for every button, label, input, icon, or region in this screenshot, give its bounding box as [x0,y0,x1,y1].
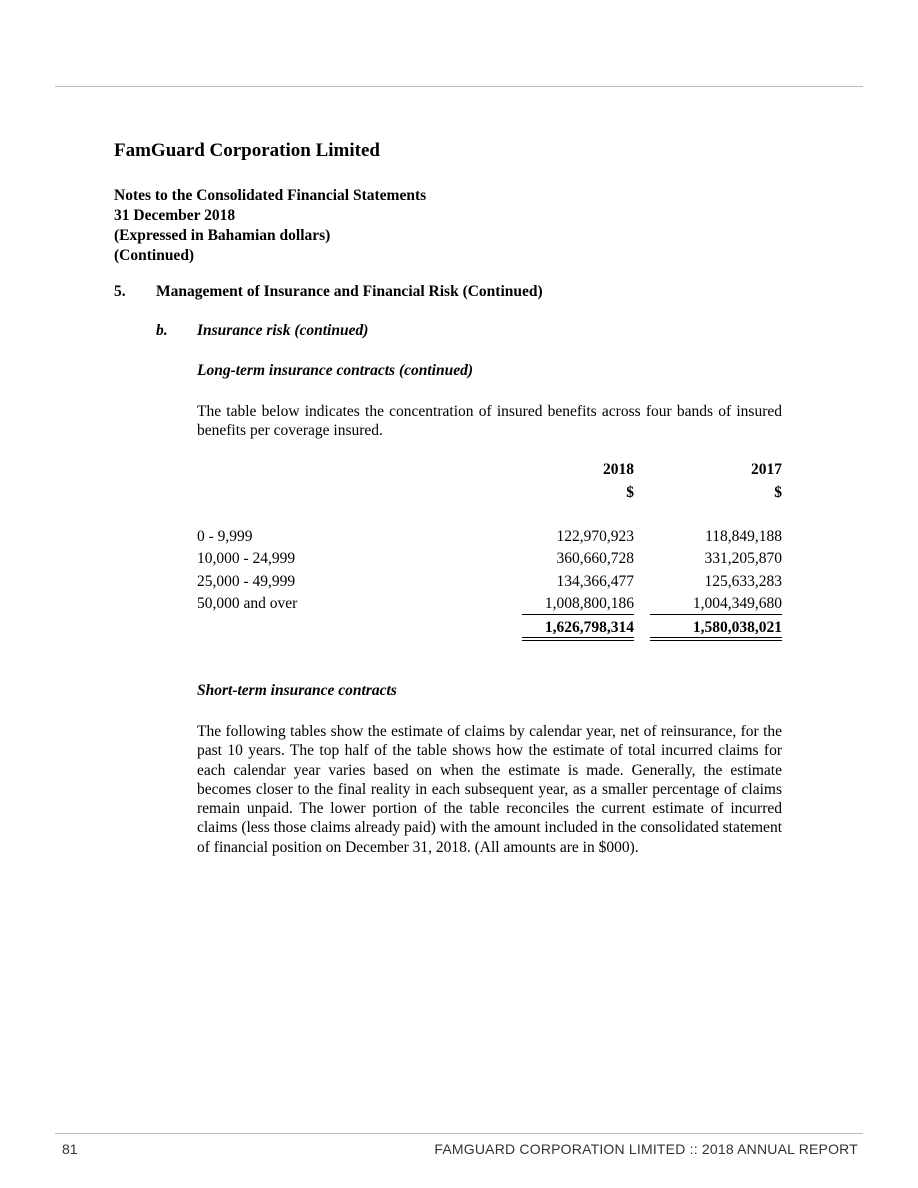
total-double-underline-2018 [522,640,634,641]
subsection-letter: b. [156,322,168,339]
total-double-underline-2017 [650,637,782,638]
short-term-paragraph: The following tables show the estimate of claims by calendar year, net of reinsurance, for the past 10 years. The top half of the table shows how the estimate of total incurred claims for each calendar year varies based on when the estimate is made. Generally, the estimate becomes closer to the final reality in each subsequent year, as a smaller percentage of claims remain unpaid. The lower portion of the table reconciles the current estimate of incurred claims (less those claims already paid) with the amount included in the consolidated statement of financial position on December 31, 2018. (All amounts are in $000). [197,723,782,856]
table-cell-2017: 331,205,870 [704,550,782,567]
table-row-band: 25,000 - 49,999 [197,573,296,590]
report-date: 31 December 2018 [114,207,236,224]
subtotal-underline-2017 [650,614,782,615]
column-unit-2017: $ [774,484,782,501]
table-row-band: 10,000 - 24,999 [197,550,296,567]
section-number: 5. [114,283,126,300]
table-cell-2018: 360,660,728 [556,550,634,567]
table-cell-2017: 118,849,188 [705,528,782,545]
long-term-title: Long-term insurance contracts (continued) [197,362,474,379]
table-cell-2018: 134,366,477 [556,573,634,590]
table-total-2018: 1,626,798,314 [544,619,634,636]
column-year-2017: 2017 [751,461,782,478]
total-double-underline-2018 [522,637,634,638]
table-row-band: 50,000 and over [197,595,298,612]
table-cell-2017: 1,004,349,680 [692,595,782,612]
short-term-title: Short-term insurance contracts [197,682,397,699]
bottom-rule [55,1133,863,1134]
column-unit-2018: $ [626,484,634,501]
table-cell-2018: 122,970,923 [556,528,634,545]
page-number: 81 [62,1141,78,1157]
currency-note: (Expressed in Bahamian dollars) [114,227,331,244]
table-total-2017: 1,580,038,021 [692,619,782,636]
company-title: FamGuard Corporation Limited [114,140,380,161]
table-cell-2018: 1,008,800,186 [544,595,634,612]
continued-note: (Continued) [114,247,195,264]
footer-text: FAMGUARD CORPORATION LIMITED :: 2018 ANNUAL REPORT [434,1141,858,1157]
total-double-underline-2017 [650,640,782,641]
subtotal-underline-2018 [522,614,634,615]
column-year-2018: 2018 [603,461,634,478]
table-cell-2017: 125,633,283 [704,573,782,590]
table-row-band: 0 - 9,999 [197,528,253,545]
long-term-paragraph: The table below indicates the concentration of insured benefits across four bands of insured benefits per coverage insured. [197,403,782,440]
subsection-title: Insurance risk (continued) [197,322,369,339]
notes-heading: Notes to the Consolidated Financial Statements [114,187,427,204]
top-rule [55,86,863,87]
section-title: Management of Insurance and Financial Risk (Continued) [156,283,543,300]
